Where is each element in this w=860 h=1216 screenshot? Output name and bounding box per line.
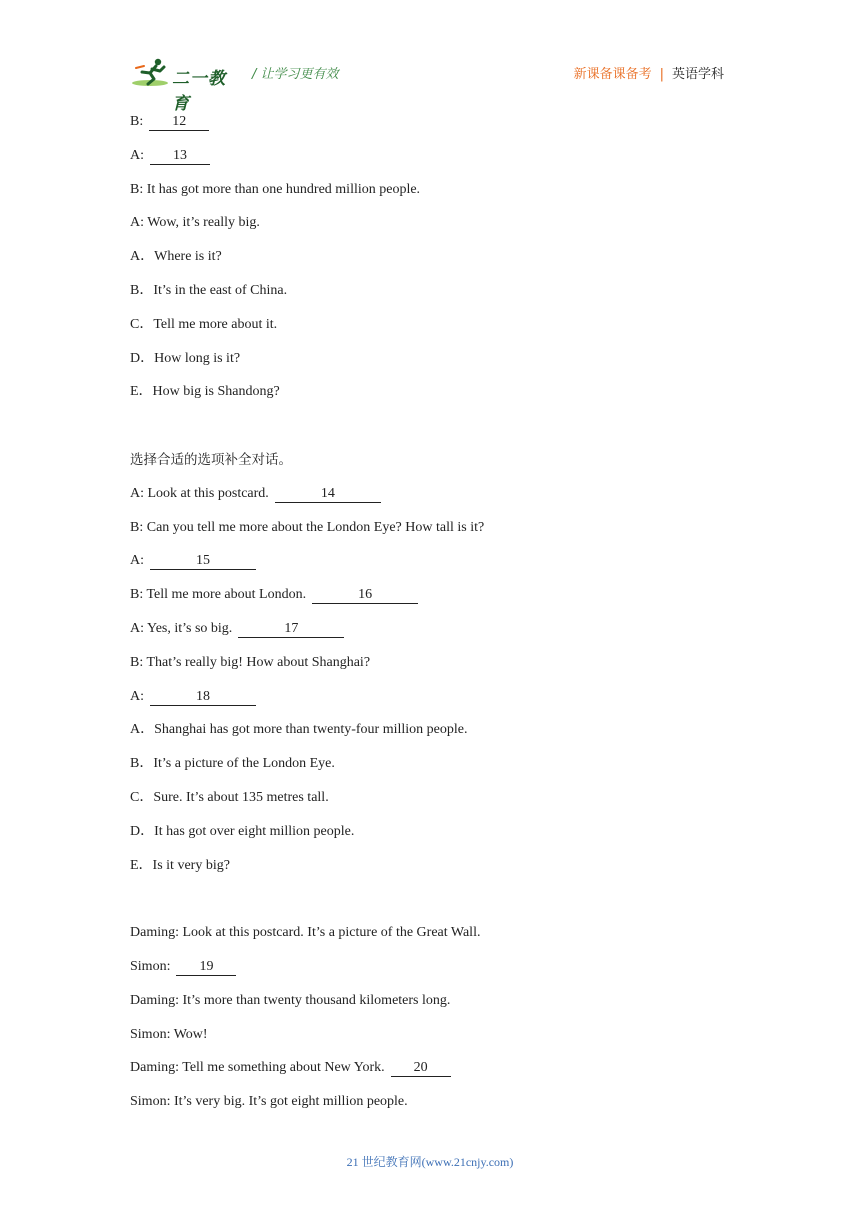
- dialogue-line: [130, 686, 730, 720]
- dialogue-text: Daming: Tell me something about New York.: [130, 1060, 385, 1076]
- dialogue-line: [130, 483, 730, 517]
- dialogue-text: B: Tell me more about London.: [130, 587, 307, 603]
- option-item: E．How big is Shandong?: [130, 384, 280, 400]
- speaker-label: A:: [130, 553, 144, 569]
- answer-blank-15: 15: [150, 553, 256, 570]
- speaker-label: B:: [130, 114, 144, 129]
- dialogue-line: [130, 956, 730, 990]
- answer-blank-12: 12: [149, 114, 209, 131]
- option-item: A．Where is it?: [130, 249, 222, 265]
- page-header: [130, 52, 730, 114]
- dialogue-line: [130, 584, 730, 618]
- header-subject: [574, 63, 724, 82]
- option-item: E．Is it very big?: [130, 857, 230, 873]
- dialogue-line: A: Wow, it’s really big.: [130, 215, 260, 231]
- answer-blank-20: 20: [391, 1060, 451, 1077]
- page-footer: 21 世纪教育网(www.21cnjy.com): [346, 1155, 514, 1169]
- logo: [130, 56, 242, 114]
- header-separator: |: [659, 67, 664, 82]
- answer-blank-17: 17: [238, 621, 344, 638]
- dialogue-text: A: Yes, it’s so big.: [130, 620, 233, 636]
- dialogue-line: [130, 145, 730, 179]
- option-item: D．How long is it?: [130, 350, 241, 366]
- header-subject-label: 英语学科: [671, 67, 724, 82]
- option-item: C．Tell me more about it.: [130, 316, 278, 332]
- header-course-label: 新课备课备考: [573, 67, 652, 82]
- option-item: C．Sure. It’s about 135 metres tall.: [130, 789, 329, 805]
- speaker-label: A:: [130, 688, 144, 704]
- dialogue-line: Simon: Wow!: [130, 1026, 208, 1042]
- spacer: [130, 415, 730, 449]
- dialogue-text: A: Look at this postcard.: [130, 485, 269, 501]
- section-instruction: 选择合适的选项补全对话。: [130, 451, 292, 468]
- dialogue-line: [130, 550, 730, 584]
- answer-blank-18: 18: [150, 689, 256, 706]
- dialogue-line: Daming: It’s more than twenty thousand kilometers long.: [130, 992, 451, 1008]
- option-item: D．It has got over eight million people.: [130, 823, 355, 839]
- dialogue-line: Daming: Look at this postcard. It’s a picture of the Great Wall.: [130, 925, 481, 941]
- spacer: [130, 888, 730, 922]
- answer-blank-16: 16: [312, 587, 418, 604]
- slogan: / 让学习更有效: [252, 67, 339, 82]
- dialogue-line: B: It has got more than one hundred million people.: [130, 181, 421, 197]
- option-item: A．Shanghai has got more than twenty-four million people.: [130, 722, 468, 738]
- dialogue-line: [130, 618, 730, 652]
- answer-blank-14: 14: [275, 486, 381, 503]
- dialogue-line: [130, 1057, 730, 1091]
- document-body: [130, 111, 730, 1125]
- speaker-label: A:: [130, 147, 144, 163]
- answer-blank-19: 19: [176, 959, 236, 976]
- dialogue-line: B: Can you tell me more about the London Eye? How tall is it?: [130, 519, 485, 535]
- option-item: B．It’s in the east of China.: [130, 282, 288, 298]
- running-figure-icon: [130, 56, 174, 88]
- option-item: B．It’s a picture of the London Eye.: [130, 756, 335, 772]
- dialogue-line: B: That’s really big! How about Shanghai?: [130, 654, 371, 670]
- dialogue-line: [130, 111, 730, 145]
- logo-text: 二一教育: [172, 69, 226, 114]
- speaker-label: Simon:: [130, 958, 171, 974]
- answer-blank-13: 13: [150, 148, 210, 165]
- dialogue-line: Simon: It’s very big. It’s got eight million people.: [130, 1094, 408, 1110]
